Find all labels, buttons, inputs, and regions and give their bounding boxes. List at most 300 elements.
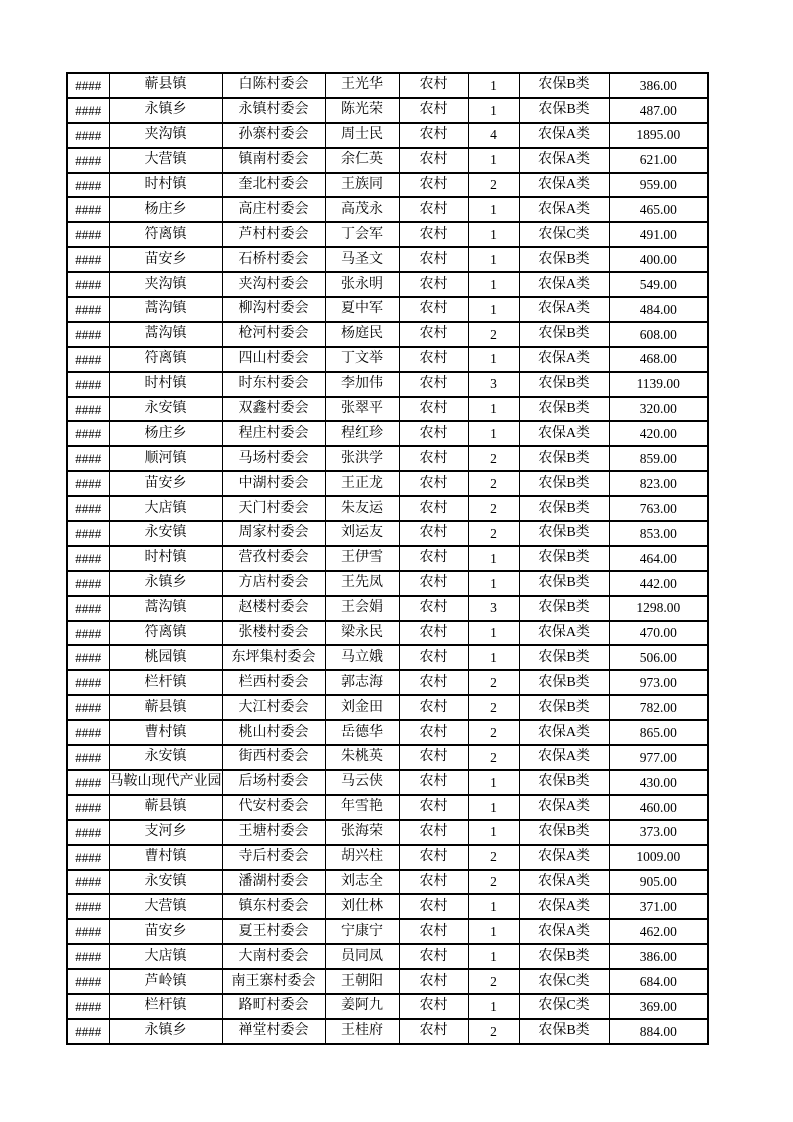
- cell-name: 马立娥: [325, 645, 399, 670]
- cell-amount: 487.00: [609, 98, 708, 123]
- cell-id: ####: [67, 173, 109, 198]
- cell-name: 周士民: [325, 123, 399, 148]
- cell-village: 镇南村委会: [222, 148, 325, 173]
- pension-records-table: [66, 72, 709, 1045]
- cell-id: ####: [67, 421, 109, 446]
- cell-count: 1: [468, 272, 519, 297]
- cell-residence: 农村: [399, 272, 468, 297]
- cell-town: 符离镇: [109, 347, 222, 372]
- cell-count: 1: [468, 421, 519, 446]
- cell-name: 王朝阳: [325, 969, 399, 994]
- table-row: [67, 272, 708, 297]
- cell-name: 马圣文: [325, 247, 399, 272]
- cell-village: 孙寨村委会: [222, 123, 325, 148]
- cell-village: 永镇村委会: [222, 98, 325, 123]
- cell-id: ####: [67, 571, 109, 596]
- cell-name: 刘仕林: [325, 894, 399, 919]
- cell-category: 农保C类: [519, 994, 609, 1019]
- cell-residence: 农村: [399, 695, 468, 720]
- table-row: [67, 397, 708, 422]
- table-row: [67, 571, 708, 596]
- cell-town: 栏杆镇: [109, 670, 222, 695]
- cell-town: 曹村镇: [109, 720, 222, 745]
- table-row: [67, 720, 708, 745]
- cell-id: ####: [67, 645, 109, 670]
- cell-village: 周家村委会: [222, 521, 325, 546]
- table-row: [67, 123, 708, 148]
- cell-residence: 农村: [399, 969, 468, 994]
- cell-residence: 农村: [399, 820, 468, 845]
- cell-village: 柳沟村委会: [222, 297, 325, 322]
- cell-count: 2: [468, 695, 519, 720]
- cell-town: 马鞍山现代产业园: [109, 770, 222, 795]
- table-row: [67, 894, 708, 919]
- cell-residence: 农村: [399, 372, 468, 397]
- cell-category: 农保B类: [519, 322, 609, 347]
- cell-id: ####: [67, 621, 109, 646]
- cell-residence: 农村: [399, 148, 468, 173]
- cell-residence: 农村: [399, 247, 468, 272]
- cell-count: 2: [468, 471, 519, 496]
- cell-amount: 484.00: [609, 297, 708, 322]
- cell-id: ####: [67, 745, 109, 770]
- cell-residence: 农村: [399, 98, 468, 123]
- cell-residence: 农村: [399, 770, 468, 795]
- cell-id: ####: [67, 397, 109, 422]
- cell-town: 大店镇: [109, 496, 222, 521]
- cell-village: 夹沟村委会: [222, 272, 325, 297]
- cell-amount: 320.00: [609, 397, 708, 422]
- cell-count: 1: [468, 98, 519, 123]
- table-row: [67, 919, 708, 944]
- cell-id: ####: [67, 123, 109, 148]
- cell-count: 2: [468, 1019, 519, 1044]
- cell-village: 寺后村委会: [222, 845, 325, 870]
- cell-count: 1: [468, 148, 519, 173]
- cell-id: ####: [67, 521, 109, 546]
- cell-town: 永镇乡: [109, 571, 222, 596]
- cell-name: 王光华: [325, 73, 399, 98]
- cell-town: 苗安乡: [109, 247, 222, 272]
- cell-category: 农保B类: [519, 820, 609, 845]
- cell-amount: 465.00: [609, 197, 708, 222]
- cell-village: 栏西村委会: [222, 670, 325, 695]
- cell-amount: 853.00: [609, 521, 708, 546]
- cell-amount: 977.00: [609, 745, 708, 770]
- cell-amount: 491.00: [609, 222, 708, 247]
- cell-village: 枪河村委会: [222, 322, 325, 347]
- cell-residence: 农村: [399, 745, 468, 770]
- cell-category: 农保B类: [519, 670, 609, 695]
- cell-name: 张永明: [325, 272, 399, 297]
- cell-town: 符离镇: [109, 621, 222, 646]
- table-row: [67, 870, 708, 895]
- cell-count: 1: [468, 397, 519, 422]
- cell-amount: 400.00: [609, 247, 708, 272]
- cell-town: 永安镇: [109, 521, 222, 546]
- table-row: [67, 446, 708, 471]
- cell-name: 王正龙: [325, 471, 399, 496]
- cell-count: 1: [468, 894, 519, 919]
- table-row: [67, 148, 708, 173]
- cell-amount: 782.00: [609, 695, 708, 720]
- cell-amount: 470.00: [609, 621, 708, 646]
- cell-village: 路町村委会: [222, 994, 325, 1019]
- cell-count: 2: [468, 969, 519, 994]
- cell-town: 苗安乡: [109, 471, 222, 496]
- cell-count: 1: [468, 197, 519, 222]
- cell-amount: 506.00: [609, 645, 708, 670]
- cell-name: 张海荣: [325, 820, 399, 845]
- cell-name: 夏中军: [325, 297, 399, 322]
- cell-category: 农保A类: [519, 894, 609, 919]
- cell-residence: 农村: [399, 546, 468, 571]
- cell-residence: 农村: [399, 297, 468, 322]
- cell-town: 桃园镇: [109, 645, 222, 670]
- cell-id: ####: [67, 322, 109, 347]
- cell-residence: 农村: [399, 521, 468, 546]
- cell-amount: 621.00: [609, 148, 708, 173]
- table-row: [67, 845, 708, 870]
- cell-residence: 农村: [399, 173, 468, 198]
- cell-category: 农保A类: [519, 297, 609, 322]
- cell-category: 农保B类: [519, 247, 609, 272]
- cell-category: 农保B类: [519, 521, 609, 546]
- cell-amount: 386.00: [609, 944, 708, 969]
- cell-village: 中湖村委会: [222, 471, 325, 496]
- cell-residence: 农村: [399, 845, 468, 870]
- cell-count: 1: [468, 994, 519, 1019]
- cell-id: ####: [67, 272, 109, 297]
- cell-category: 农保A类: [519, 197, 609, 222]
- cell-count: 1: [468, 73, 519, 98]
- cell-town: 大营镇: [109, 894, 222, 919]
- cell-count: 1: [468, 944, 519, 969]
- table-row: [67, 596, 708, 621]
- cell-town: 蕲县镇: [109, 695, 222, 720]
- cell-id: ####: [67, 670, 109, 695]
- cell-residence: 农村: [399, 471, 468, 496]
- cell-village: 禅堂村委会: [222, 1019, 325, 1044]
- cell-residence: 农村: [399, 421, 468, 446]
- cell-amount: 462.00: [609, 919, 708, 944]
- cell-category: 农保A类: [519, 421, 609, 446]
- cell-category: 农保A类: [519, 173, 609, 198]
- cell-id: ####: [67, 446, 109, 471]
- cell-village: 四山村委会: [222, 347, 325, 372]
- table-row: [67, 745, 708, 770]
- cell-town: 苗安乡: [109, 919, 222, 944]
- cell-amount: 865.00: [609, 720, 708, 745]
- cell-id: ####: [67, 919, 109, 944]
- cell-village: 王塘村委会: [222, 820, 325, 845]
- cell-category: 农保A类: [519, 272, 609, 297]
- cell-name: 陈光荣: [325, 98, 399, 123]
- cell-count: 4: [468, 123, 519, 148]
- cell-id: ####: [67, 546, 109, 571]
- cell-name: 姜阿九: [325, 994, 399, 1019]
- cell-village: 方店村委会: [222, 571, 325, 596]
- table-row: [67, 770, 708, 795]
- cell-name: 马云侠: [325, 770, 399, 795]
- cell-id: ####: [67, 222, 109, 247]
- cell-residence: 农村: [399, 894, 468, 919]
- cell-village: 南王寨村委会: [222, 969, 325, 994]
- cell-count: 1: [468, 222, 519, 247]
- cell-name: 郭志海: [325, 670, 399, 695]
- cell-name: 朱友运: [325, 496, 399, 521]
- cell-residence: 农村: [399, 347, 468, 372]
- table-row: [67, 546, 708, 571]
- cell-category: 农保A类: [519, 148, 609, 173]
- cell-name: 梁永民: [325, 621, 399, 646]
- cell-village: 大南村委会: [222, 944, 325, 969]
- cell-town: 符离镇: [109, 222, 222, 247]
- cell-residence: 农村: [399, 919, 468, 944]
- cell-category: 农保A类: [519, 845, 609, 870]
- cell-count: 2: [468, 720, 519, 745]
- cell-name: 岳德华: [325, 720, 399, 745]
- cell-town: 蕲县镇: [109, 73, 222, 98]
- cell-name: 李加伟: [325, 372, 399, 397]
- cell-amount: 1139.00: [609, 372, 708, 397]
- cell-name: 程红珍: [325, 421, 399, 446]
- cell-name: 刘运友: [325, 521, 399, 546]
- cell-town: 永安镇: [109, 397, 222, 422]
- cell-id: ####: [67, 944, 109, 969]
- cell-amount: 373.00: [609, 820, 708, 845]
- cell-town: 蒿沟镇: [109, 596, 222, 621]
- cell-town: 杨庄乡: [109, 421, 222, 446]
- cell-id: ####: [67, 247, 109, 272]
- cell-id: ####: [67, 894, 109, 919]
- table-row: [67, 247, 708, 272]
- table-row: [67, 173, 708, 198]
- cell-town: 大营镇: [109, 148, 222, 173]
- cell-category: 农保B类: [519, 695, 609, 720]
- cell-count: 1: [468, 297, 519, 322]
- cell-village: 大江村委会: [222, 695, 325, 720]
- cell-amount: 608.00: [609, 322, 708, 347]
- cell-count: 2: [468, 496, 519, 521]
- cell-count: 2: [468, 322, 519, 347]
- cell-name: 年雪艳: [325, 795, 399, 820]
- table-row: [67, 322, 708, 347]
- cell-id: ####: [67, 98, 109, 123]
- cell-id: ####: [67, 1019, 109, 1044]
- cell-town: 蒿沟镇: [109, 297, 222, 322]
- cell-amount: 884.00: [609, 1019, 708, 1044]
- table-row: [67, 820, 708, 845]
- cell-amount: 973.00: [609, 670, 708, 695]
- cell-category: 农保B类: [519, 546, 609, 571]
- cell-residence: 农村: [399, 222, 468, 247]
- cell-residence: 农村: [399, 795, 468, 820]
- table-row: [67, 372, 708, 397]
- cell-amount: 1298.00: [609, 596, 708, 621]
- cell-category: 农保B类: [519, 471, 609, 496]
- cell-category: 农保C类: [519, 222, 609, 247]
- cell-name: 王桂府: [325, 1019, 399, 1044]
- table-row: [67, 98, 708, 123]
- cell-category: 农保A类: [519, 123, 609, 148]
- cell-village: 张楼村委会: [222, 621, 325, 646]
- cell-category: 农保A类: [519, 347, 609, 372]
- table-row: [67, 621, 708, 646]
- cell-name: 朱桃英: [325, 745, 399, 770]
- cell-category: 农保B类: [519, 645, 609, 670]
- cell-count: 1: [468, 347, 519, 372]
- cell-village: 赵楼村委会: [222, 596, 325, 621]
- cell-town: 大店镇: [109, 944, 222, 969]
- table-row: [67, 670, 708, 695]
- cell-residence: 农村: [399, 670, 468, 695]
- cell-name: 王先凤: [325, 571, 399, 596]
- cell-town: 永安镇: [109, 745, 222, 770]
- cell-town: 支河乡: [109, 820, 222, 845]
- cell-name: 员同凤: [325, 944, 399, 969]
- cell-category: 农保B类: [519, 770, 609, 795]
- table-row: [67, 795, 708, 820]
- cell-village: 马场村委会: [222, 446, 325, 471]
- cell-count: 1: [468, 820, 519, 845]
- cell-amount: 386.00: [609, 73, 708, 98]
- cell-id: ####: [67, 148, 109, 173]
- cell-village: 潘湖村委会: [222, 870, 325, 895]
- cell-name: 王伊雪: [325, 546, 399, 571]
- cell-id: ####: [67, 372, 109, 397]
- table-row: [67, 421, 708, 446]
- cell-id: ####: [67, 197, 109, 222]
- cell-village: 后场村委会: [222, 770, 325, 795]
- table-row: [67, 969, 708, 994]
- cell-town: 杨庄乡: [109, 197, 222, 222]
- cell-village: 芦村村委会: [222, 222, 325, 247]
- cell-count: 2: [468, 446, 519, 471]
- cell-id: ####: [67, 820, 109, 845]
- cell-residence: 农村: [399, 496, 468, 521]
- cell-amount: 1895.00: [609, 123, 708, 148]
- cell-residence: 农村: [399, 571, 468, 596]
- cell-id: ####: [67, 770, 109, 795]
- cell-village: 双鑫村委会: [222, 397, 325, 422]
- table-row: [67, 197, 708, 222]
- cell-town: 时村镇: [109, 372, 222, 397]
- cell-village: 石桥村委会: [222, 247, 325, 272]
- table-row: [67, 297, 708, 322]
- cell-town: 永镇乡: [109, 1019, 222, 1044]
- cell-residence: 农村: [399, 596, 468, 621]
- cell-category: 农保A类: [519, 720, 609, 745]
- cell-count: 2: [468, 670, 519, 695]
- cell-village: 白陈村委会: [222, 73, 325, 98]
- cell-category: 农保A类: [519, 621, 609, 646]
- cell-town: 栏杆镇: [109, 994, 222, 1019]
- cell-count: 2: [468, 845, 519, 870]
- cell-category: 农保B类: [519, 1019, 609, 1044]
- cell-id: ####: [67, 596, 109, 621]
- cell-category: 农保B类: [519, 571, 609, 596]
- cell-village: 街西村委会: [222, 745, 325, 770]
- cell-name: 王族同: [325, 173, 399, 198]
- cell-village: 东坪集村委会: [222, 645, 325, 670]
- cell-category: 农保A类: [519, 745, 609, 770]
- cell-name: 王会娟: [325, 596, 399, 621]
- cell-residence: 农村: [399, 1019, 468, 1044]
- cell-id: ####: [67, 471, 109, 496]
- cell-town: 夹沟镇: [109, 123, 222, 148]
- cell-town: 永安镇: [109, 870, 222, 895]
- cell-amount: 442.00: [609, 571, 708, 596]
- cell-category: 农保B类: [519, 446, 609, 471]
- cell-village: 奎北村委会: [222, 173, 325, 198]
- cell-name: 高茂永: [325, 197, 399, 222]
- table-row: [67, 695, 708, 720]
- cell-amount: 430.00: [609, 770, 708, 795]
- cell-count: 3: [468, 596, 519, 621]
- cell-id: ####: [67, 969, 109, 994]
- cell-amount: 464.00: [609, 546, 708, 571]
- table-row: [67, 471, 708, 496]
- cell-id: ####: [67, 695, 109, 720]
- cell-town: 芦岭镇: [109, 969, 222, 994]
- cell-id: ####: [67, 496, 109, 521]
- cell-count: 3: [468, 372, 519, 397]
- cell-count: 1: [468, 546, 519, 571]
- table-row: [67, 521, 708, 546]
- cell-amount: 420.00: [609, 421, 708, 446]
- cell-count: 1: [468, 621, 519, 646]
- cell-count: 2: [468, 173, 519, 198]
- cell-residence: 农村: [399, 720, 468, 745]
- table-row: [67, 222, 708, 247]
- cell-category: 农保B类: [519, 98, 609, 123]
- cell-amount: 468.00: [609, 347, 708, 372]
- cell-amount: 460.00: [609, 795, 708, 820]
- cell-village: 高庄村委会: [222, 197, 325, 222]
- cell-id: ####: [67, 720, 109, 745]
- cell-name: 丁文举: [325, 347, 399, 372]
- cell-count: 1: [468, 795, 519, 820]
- cell-village: 镇东村委会: [222, 894, 325, 919]
- cell-village: 时东村委会: [222, 372, 325, 397]
- cell-amount: 371.00: [609, 894, 708, 919]
- cell-name: 杨庭民: [325, 322, 399, 347]
- cell-count: 2: [468, 521, 519, 546]
- cell-amount: 549.00: [609, 272, 708, 297]
- cell-town: 顺河镇: [109, 446, 222, 471]
- cell-amount: 905.00: [609, 870, 708, 895]
- cell-amount: 859.00: [609, 446, 708, 471]
- cell-village: 程庄村委会: [222, 421, 325, 446]
- table-row: [67, 994, 708, 1019]
- cell-residence: 农村: [399, 197, 468, 222]
- cell-id: ####: [67, 347, 109, 372]
- table-row: [67, 73, 708, 98]
- cell-category: 农保C类: [519, 969, 609, 994]
- cell-name: 胡兴柱: [325, 845, 399, 870]
- cell-count: 1: [468, 919, 519, 944]
- table-row: [67, 347, 708, 372]
- table-row: [67, 1019, 708, 1044]
- cell-category: 农保B类: [519, 73, 609, 98]
- cell-category: 农保A类: [519, 795, 609, 820]
- cell-category: 农保B类: [519, 372, 609, 397]
- cell-town: 蕲县镇: [109, 795, 222, 820]
- cell-village: 天门村委会: [222, 496, 325, 521]
- cell-name: 余仁英: [325, 148, 399, 173]
- cell-count: 2: [468, 870, 519, 895]
